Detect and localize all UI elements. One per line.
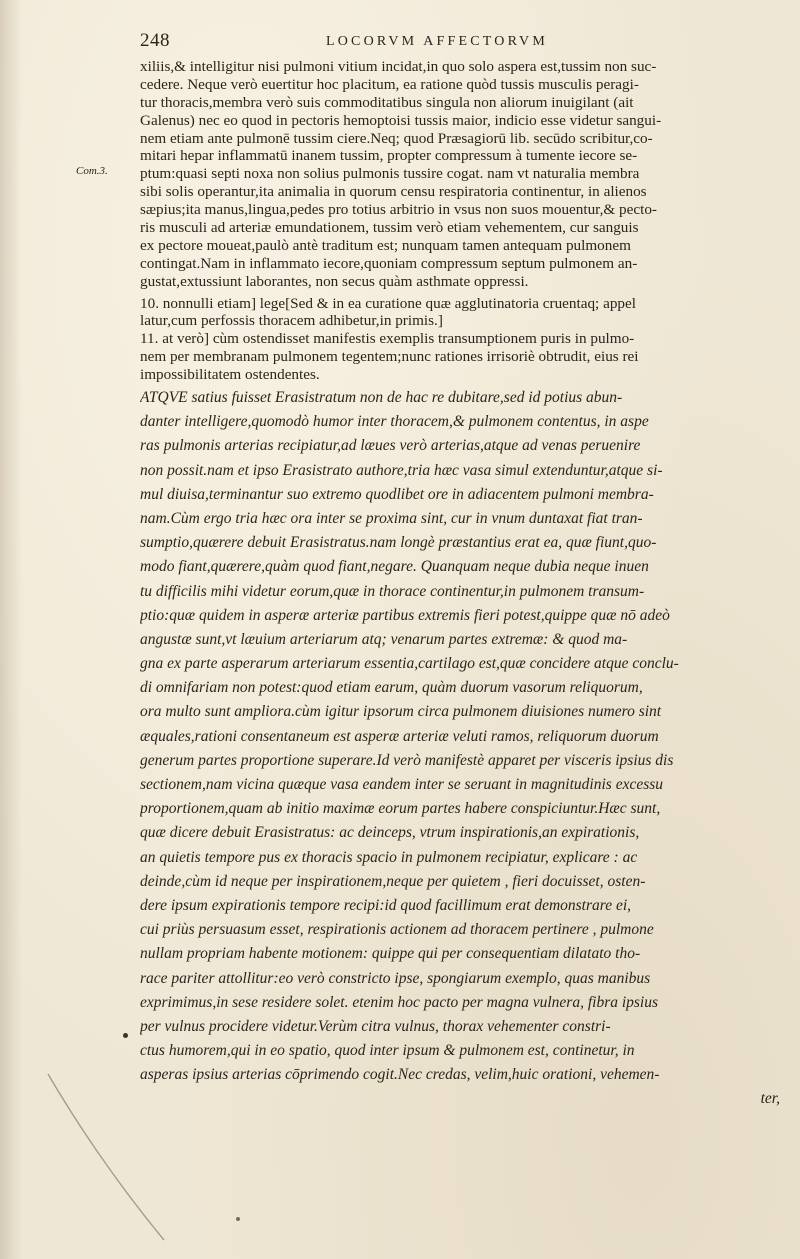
italic-text-line: race pariter attollitur:eo verò constricto ipse, spongiarum exemplo, quas manibus	[140, 969, 651, 987]
marginal-note: Com.3.	[76, 165, 108, 177]
text-line: sibi solis operantur,ita animalia in quorum censu respiratoria continentur, in alienos	[140, 183, 647, 201]
text-line: xiliis,& intelligitur nisi pulmoni vitium incidat,in quo solo aspera est,tussim non suc-	[140, 58, 657, 75]
text-line: tur thoracis,membra verò suis commoditatibus singula non aliorum inuigilant (ait	[140, 93, 634, 111]
paper-fold-mark	[46, 1072, 166, 1242]
gutter-shadow	[0, 0, 22, 1259]
note-line: impossibilitatem ostendentes.	[140, 366, 320, 384]
italic-text-line: nam.Cùm ergo tria hæc ora inter se proxima sint, cur in vnum duntaxat fiat tran-	[140, 509, 643, 527]
italic-text-line: sectionem,nam vicina quæque vasa eandem inter se seruant in magnitudinis excessu	[140, 776, 664, 794]
italic-text-line: dere ipsum expirationis tempore recipi:id quod facillimum erat demonstrare ei,	[140, 896, 632, 914]
italic-text-line: asperas ipsius arterias cōprimendo cogit.Nec credas, velim,huic orationi, vehemen-	[140, 1066, 660, 1084]
main-text-block	[140, 58, 780, 1111]
italic-text-line: mul diuisa,terminantur suo extremo quodlibet ore in adiacentem pulmoni membra-	[140, 485, 654, 503]
text-line: sæpius;ita manus,lingua,pedes pro totius arbitrio in vsus non suos mouentur,& pecto-	[140, 201, 657, 219]
italic-text-line: ptio:quæ quidem in asperæ arteriæ partibus extremis fieri potest,quippe quæ nō adeò	[140, 606, 670, 624]
italic-text-line: nullam propriam habente motionem: quippe qui per consequentiam dilatato tho-	[140, 945, 641, 963]
text-line: ptum:quasi septi noxa non solius pulmonis tussire cogat. nam vt naturalia membra	[140, 165, 640, 183]
italic-text-line: an quietis tempore pus ex thoracis spacio in pulmonem recipiatur, explicare : ac	[140, 848, 638, 866]
italic-text-line: cui priùs persuasum esset, respirationis actionem ad thoracem pertinere , pulmone	[140, 921, 654, 939]
page-header	[140, 30, 740, 56]
italic-text-line: ras pulmonis arterias recipiatur,ad læues verò arterias,atque ad venas peruenire	[140, 437, 641, 455]
italic-text-line: di omnifariam non potest:quod etiam earum, quàm duorum vasorum reliquorum,	[140, 679, 643, 697]
galen-text-paragraph	[140, 386, 780, 1087]
note-line: 10. nonnulli etiam] lege[Sed & in ea curatione quæ agglutinatoria cruentaq; appel	[140, 294, 636, 312]
annotation-notes	[140, 295, 780, 384]
italic-text-line: deinde,cùm id neque per inspirationem,neque per quietem , fieri docuisset, osten-	[140, 872, 646, 890]
italic-text-line: quæ dicere debuit Erasistratus: ac deinceps, vtrum inspirationis,an expirationis,	[140, 824, 640, 842]
text-line: contingat.Nam in inflammato iecore,quoniam compressum septum pulmonem an-	[140, 254, 638, 272]
text-line: Galenus) nec eo quod in pectoris hemoptoisi tussis maior, indicio esse videtur sangui-	[140, 111, 662, 129]
italic-text-line: ora multo sunt ampliora.cùm igitur ipsorum circa pulmonem diuisiones numero sint	[140, 703, 662, 721]
ink-spot	[123, 1033, 128, 1038]
italic-text-line: ctus humorem,qui in eo spatio, quod inter ipsum & pulmonem est, continetur, in	[140, 1042, 635, 1060]
italic-text-line: generum partes proportione superare.Id verò manifestè apparet per visceris ipsius dis	[140, 751, 674, 769]
text-line: cedere. Neque verò euertitur hoc placitum, ea ratione quòd tussis musculis peragi-	[140, 75, 639, 93]
italic-text-line: sumptio,quærere debuit Erasistratus.nam longè præstantius erat ea, quæ fiunt,quo-	[140, 534, 657, 552]
commentary-paragraph	[140, 58, 780, 291]
italic-text-line: modo fiant,quærere,quàm quod fiant,negare. Quanquam neque dubia neque inuen	[140, 558, 649, 576]
catchword: ter,	[760, 1090, 780, 1108]
ink-spot	[236, 1217, 240, 1221]
italic-text-line: per vulnus procidere videtur.Verùm citra vulnus, thorax vehementer constri-	[140, 1017, 611, 1035]
text-line: nem etiam ante pulmonē tussim ciere.Neq; quod Præsagiorū lib. secūdo scribitur,co-	[140, 129, 653, 147]
italic-text-line: gna ex parte asperarum arteriarum essentia,cartilago est,quæ concidere atque conclu-	[140, 655, 679, 673]
text-line: ris musculi ad arteriæ emundationem, tussim verò etiam vehementem, cur sanguis	[140, 219, 639, 237]
italic-text-line: proportionem,quam ab initio maximæ eorum partes habere conspiciuntur.Hæc sunt,	[140, 800, 661, 818]
italic-text-line: ATQVE satius fuisset Erasistratum non de hac re dubitare,sed id potius abun-	[140, 389, 623, 407]
italic-text-line: danter intelligere,quomodò humor inter thoracem,& pulmonem contentus, in aspe	[140, 413, 649, 431]
italic-text-line: angustæ sunt,vt læuium arteriarum atq; venarum partes extremæ: & quod ma-	[140, 630, 628, 648]
italic-text-line: non possit.nam et ipso Erasistrato authore,tria hæc vasa simul extenduntur,atque si-	[140, 461, 663, 479]
italic-text-line: exprimimus,in sese residere solet. etenim hoc pacto per magna vulnera, fibra ipsius	[140, 993, 659, 1011]
note-line: nem per membranam pulmonem tegentem;nunc rationes irrisoriè obtrudit, eius rei	[140, 348, 639, 366]
italic-text-line: tu difficilis mihi videtur eorum,quæ in thorace continentur,in pulmonem transum-	[140, 582, 645, 600]
text-line: mitari hepar inflammatū inanem tussim, propter compressum à tumente iecore se-	[140, 147, 638, 165]
note-line: 11. at verò] cùm ostendisset manifestis exemplis transumptionem puris in pulmo-	[140, 330, 635, 348]
italic-text-line: æquales,rationi consentaneum est asperæ arteriæ veluti ramos, reliquorum duorum	[140, 727, 659, 745]
page-number: 248	[140, 30, 170, 51]
running-head: LOCORVM AFFECTORVM	[326, 34, 548, 49]
note-line: latur,cum perfossis thoracem adhibetur,in primis.]	[140, 312, 443, 330]
text-line: gustat,extussiunt laborantes, non secus quàm asthmate oppressi.	[140, 272, 529, 290]
text-line: ex pectore moueat,paulò antè traditum est; nunquam tamen antequam pulmonem	[140, 236, 631, 254]
